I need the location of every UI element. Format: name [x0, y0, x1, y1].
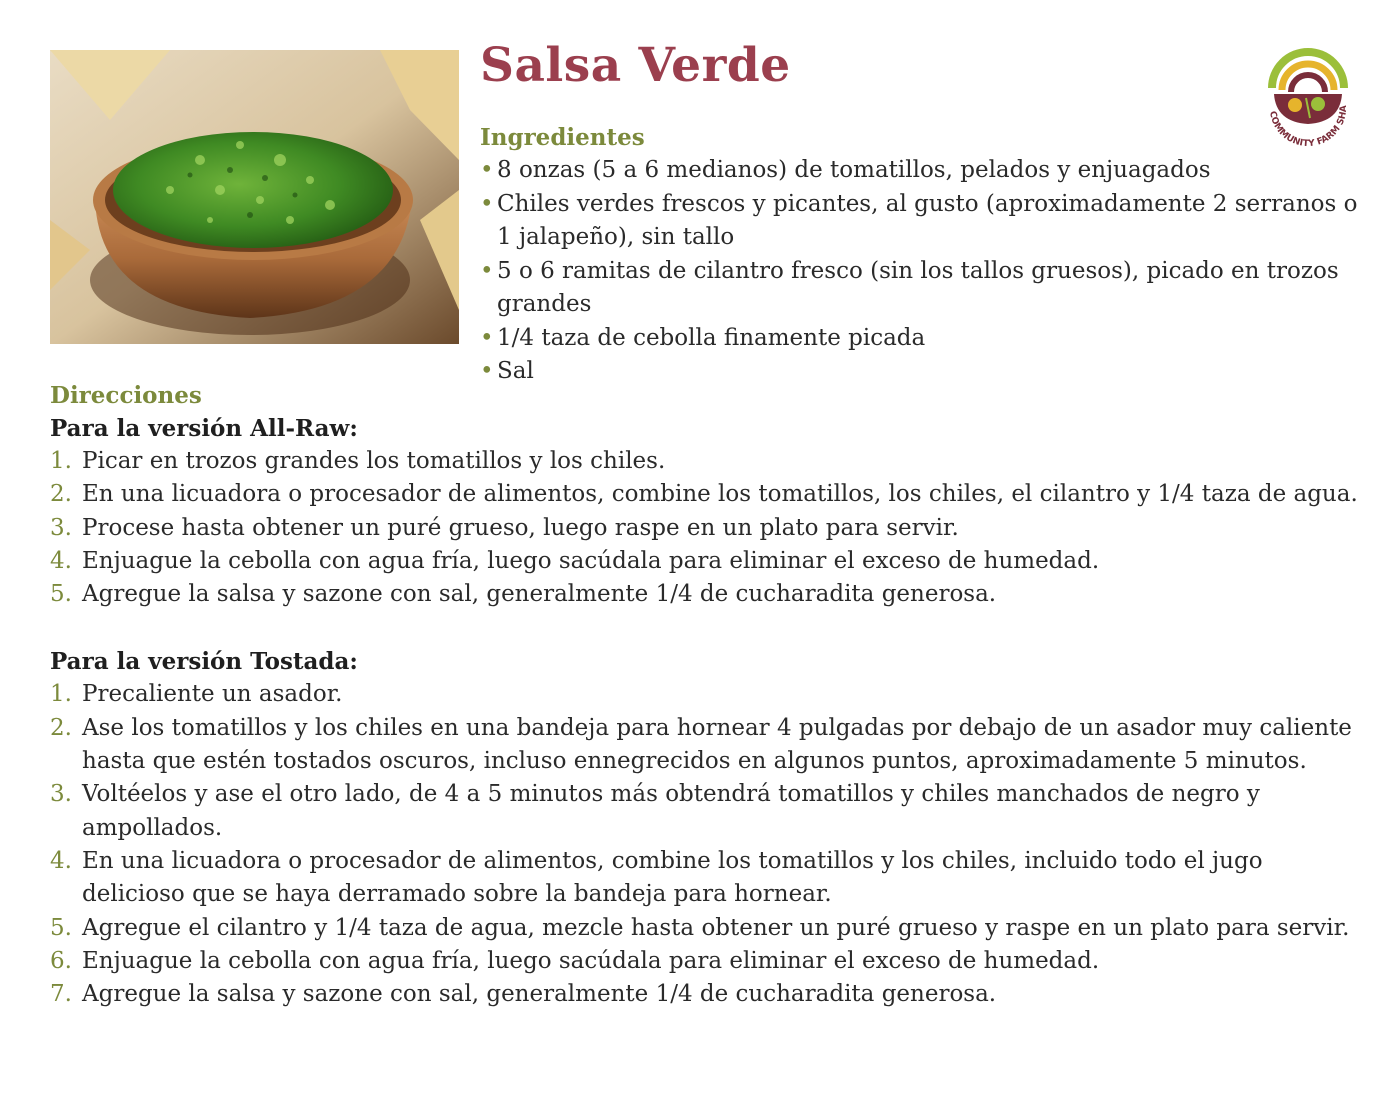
step-text: Enjuague la cebolla con agua fría, luego sacúdala para eliminar el exceso de humedad.: [82, 947, 1100, 974]
step-text: Agregue la salsa y sazone con sal, generalmente 1/4 de cucharadita generosa.: [82, 981, 997, 1008]
step-number: 2.: [50, 481, 72, 508]
directions-section: [50, 380, 1360, 1011]
list-item: [50, 445, 1360, 478]
list-item: [50, 712, 1360, 779]
step-text: En una licuadora o procesador de alimentos, combine los tomatillos y los chiles, incluido todo el jugo delicioso que se haya derramado sobre la bandeja para hornear.: [82, 847, 1263, 908]
step-number: 5.: [50, 914, 72, 941]
raw-steps-list: [50, 445, 1360, 611]
bullet-icon: •: [480, 257, 494, 284]
list-item: [50, 512, 1360, 545]
recipe-title: Salsa Verde: [480, 38, 791, 93]
step-number: 1.: [50, 681, 72, 708]
logo-text: COMMUNITY FARM SHA: [1267, 105, 1350, 148]
bullet-icon: •: [480, 358, 494, 384]
step-number: 7.: [50, 981, 72, 1008]
list-item: [480, 188, 1360, 255]
step-number: 4.: [50, 547, 72, 574]
list-item: [480, 255, 1360, 322]
step-text: Agregue el cilantro y 1/4 taza de agua, mezcle hasta obtener un puré grueso y raspe en un plato para servir.: [82, 914, 1350, 941]
directions-heading: Direcciones: [50, 382, 202, 409]
bullet-icon: •: [480, 190, 494, 217]
ingredients-section: [480, 122, 1360, 389]
list-item: [50, 978, 1360, 1011]
step-text: Precaliente un asador.: [82, 681, 343, 708]
step-number: 4.: [50, 847, 72, 874]
list-item: [50, 545, 1360, 578]
step-number: 5.: [50, 581, 72, 608]
raw-version-heading: Para la versión All-Raw:: [50, 415, 358, 442]
list-item: [50, 778, 1360, 845]
step-text: Ase los tomatillos y los chiles en una bandeja para hornear 4 pulgadas por debajo de un asador muy caliente hasta que estén tostados oscuros, incluso ennegrecidos en algunos puntos, aproximadamente 5 minutos.: [82, 714, 1352, 775]
ingredients-heading: Ingredientes: [480, 124, 645, 151]
list-item: [50, 578, 1360, 611]
list-item: [50, 912, 1360, 945]
step-text: Agregue la salsa y sazone con sal, generalmente 1/4 de cucharadita generosa.: [82, 581, 997, 608]
ingredient-text: Sal: [497, 358, 534, 384]
ingredient-text: 5 o 6 ramitas de cilantro fresco (sin los tallos gruesos), picado en trozos grandes: [497, 257, 1339, 317]
list-item: [50, 678, 1360, 711]
step-text: Voltéelos y ase el otro lado, de 4 a 5 minutos más obtendrá tomatillos y chiles manchados de negro y ampollados.: [82, 781, 1260, 841]
step-number: 1.: [50, 448, 72, 474]
list-item: [50, 945, 1360, 978]
roasted-steps-list: [50, 678, 1360, 1011]
ingredient-text: 1/4 taza de cebolla finamente picada: [497, 324, 926, 351]
ingredient-text: Chiles verdes frescos y picantes, al gusto (aproximadamente 2 serranos o 1 jalapeño), sin tallo: [497, 190, 1358, 250]
section-spacer: [50, 611, 1360, 645]
ingredient-text: 8 onzas (5 a 6 medianos) de tomatillos, pelados y enjuagados: [497, 157, 1211, 183]
salsa-bowl-photo: [50, 50, 459, 344]
bullet-icon: •: [480, 324, 494, 351]
step-number: 3.: [50, 781, 72, 808]
roasted-version-heading: Para la versión Tostada:: [50, 648, 358, 676]
step-text: Enjuague la cebolla con agua fría, luego sacúdala para eliminar el exceso de humedad.: [82, 547, 1100, 574]
step-text: En una licuadora o procesador de alimentos, combine los tomatillos, los chiles, el cilantro y 1/4 taza de agua.: [82, 481, 1358, 508]
list-item: [50, 478, 1360, 511]
step-text: Procese hasta obtener un puré grueso, luego raspe en un plato para servir.: [82, 514, 959, 541]
step-text: Picar en trozos grandes los tomatillos y los chiles.: [82, 448, 666, 474]
list-item: [480, 322, 1360, 356]
step-number: 2.: [50, 714, 72, 741]
ingredients-list: [480, 154, 1360, 389]
salsa-bowl-illustration: [50, 50, 459, 344]
list-item: [480, 154, 1360, 188]
step-number: 6.: [50, 947, 72, 974]
bullet-icon: •: [480, 157, 494, 183]
list-item: [50, 845, 1360, 912]
step-number: 3.: [50, 514, 72, 541]
